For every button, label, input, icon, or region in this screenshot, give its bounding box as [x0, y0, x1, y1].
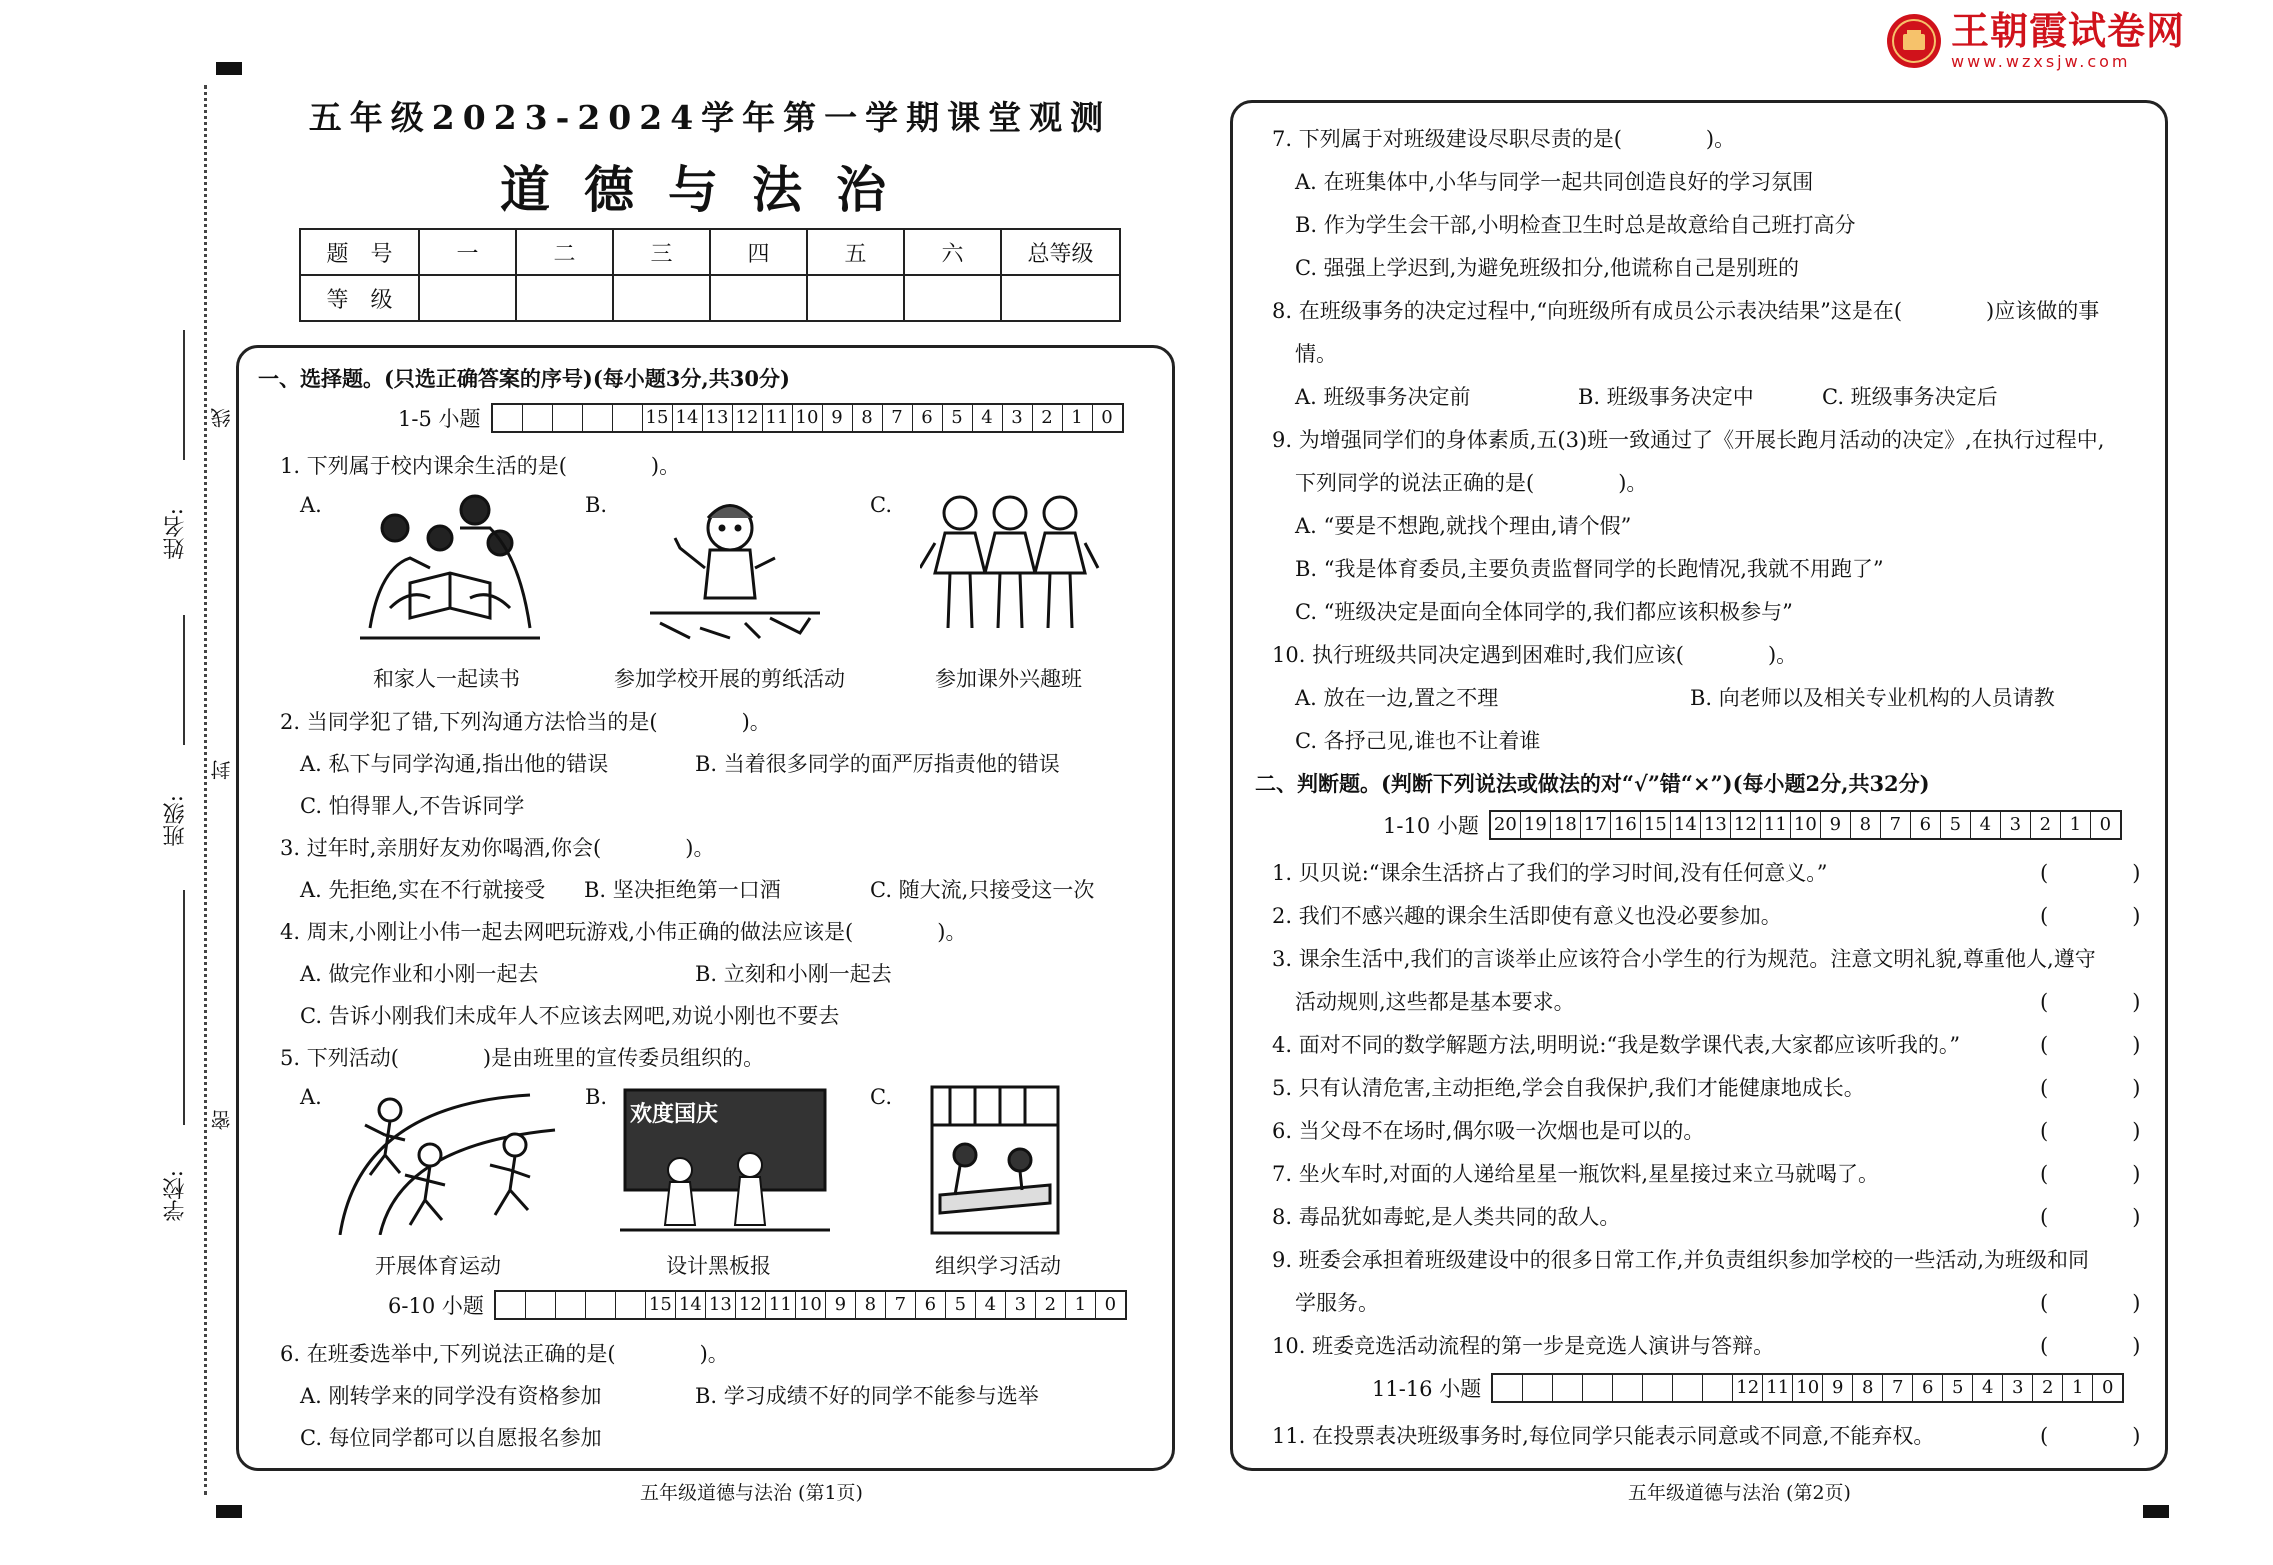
grade-cell[interactable]: 1: [1066, 1292, 1096, 1318]
grade-input-cell[interactable]: [710, 275, 807, 321]
binding-name-blank: [183, 330, 185, 460]
judge-10: 10. 班委竞选活动流程的第一步是竞选人演讲与答辩。: [1272, 1334, 1775, 1358]
blackboard-illustration: [620, 1085, 830, 1235]
score-header-cell: 四: [710, 229, 807, 275]
grade-cell[interactable]: 11: [1763, 1375, 1793, 1401]
grade-cell[interactable]: 10: [1793, 1375, 1823, 1401]
grade-cell[interactable]: 14: [1671, 812, 1701, 838]
grade-bar-j1-10: [1383, 810, 2122, 840]
question-5: 5. 下列活动( )是由班里的宣传委员组织的。: [280, 1046, 765, 1070]
grade-cell[interactable]: 6: [916, 1292, 946, 1318]
grade-cell[interactable]: 0: [1104, 1294, 1117, 1315]
question-7: 7. 下列属于对班级建设尽职尽责的是( )。: [1272, 127, 1736, 151]
seal-icon: [1885, 12, 1943, 70]
grade-cell[interactable]: 3: [1006, 1292, 1036, 1318]
q1-option-c-label: C.: [870, 493, 892, 517]
grade-cell-blank[interactable]: [1553, 1375, 1583, 1401]
grade-cell[interactable]: 10: [1791, 812, 1821, 838]
grade-input-cell[interactable]: [613, 275, 710, 321]
judge-3-line1: 3. 课余生活中,我们的言谈举止应该符合小学生的行为规范。注意文明礼貌,尊重他人,遵守: [1272, 947, 2096, 971]
score-header-cell: 三: [613, 229, 710, 275]
grade-cell-blank[interactable]: [553, 405, 583, 431]
q7-option-a[interactable]: A. 在班集体中,小华与同学一起共同创造良好的学习氛围: [1295, 170, 1814, 194]
question-2: 2. 当同学犯了错,下列沟通方法恰当的是( )。: [280, 710, 771, 734]
site-logo: [1885, 10, 2185, 71]
grade-cell[interactable]: 10: [796, 1292, 826, 1318]
q4-option-c[interactable]: C. 告诉小刚我们未成年人不应该去网吧,劝说小刚也不要去: [300, 1004, 840, 1028]
grade-bar-1-5: [398, 403, 1124, 433]
grade-cell[interactable]: 8: [856, 1292, 886, 1318]
paper-cutting-illustration: [650, 488, 820, 648]
q5-caption-b: 设计黑板报: [666, 1254, 771, 1278]
judge-4-answer[interactable]: ( ): [2040, 1033, 2141, 1057]
q5-caption-c: 组织学习活动: [935, 1254, 1061, 1278]
q1-caption-b: 参加学校开展的剪纸活动: [614, 667, 845, 691]
q7-option-c[interactable]: C. 强强上学迟到,为避免班级扣分,他谎称自己是别班的: [1295, 256, 1800, 280]
judge-1: 1. 贝贝说:“课余生活挤占了我们的学习时间,没有任何意义。”: [1272, 861, 1828, 885]
grade-bar-label: 6-10 小题: [388, 1294, 484, 1318]
grade-cell[interactable]: 7: [1881, 812, 1911, 838]
judge-11-answer[interactable]: ( ): [2040, 1424, 2141, 1448]
grade-cell-blank[interactable]: [1493, 1375, 1523, 1401]
grade-cell[interactable]: 5: [1943, 1375, 1973, 1401]
grade-cell-blank[interactable]: [1673, 1375, 1703, 1401]
grade-cell[interactable]: 8: [1853, 1375, 1883, 1401]
score-header-cell: 题 号: [300, 229, 419, 275]
grade-cell[interactable]: 15: [1641, 812, 1671, 838]
grade-cell-blank[interactable]: [1583, 1375, 1613, 1401]
q6-option-a[interactable]: A. 刚转学来的同学没有资格参加: [300, 1384, 602, 1408]
score-header-cell: 二: [516, 229, 613, 275]
score-header-cell: 一: [419, 229, 516, 275]
grade-cell-blank[interactable]: [613, 405, 643, 431]
score-header-cell: 总等级: [1001, 229, 1120, 275]
q3-option-b[interactable]: B. 坚决拒绝第一口酒: [584, 878, 781, 902]
judge-11: 11. 在投票表决班级事务时,每位同学只能表示同意或不同意,不能弃权。: [1272, 1424, 1935, 1448]
binding-class-blank: [183, 615, 185, 745]
grade-cell[interactable]: 2: [1036, 1292, 1066, 1318]
q6-option-c[interactable]: C. 每位同学都可以自愿报名参加: [300, 1426, 602, 1450]
grade-cell[interactable]: 4: [1971, 812, 2001, 838]
judge-5: 5. 只有认清危害,主动拒绝,学会自我保护,我们才能健康地成长。: [1272, 1076, 1865, 1100]
q2-option-b[interactable]: B. 当着很多同学的面严厉指责他的错误: [695, 752, 1060, 776]
q5-caption-a: 开展体育运动: [375, 1254, 501, 1278]
registration-mark: [216, 1505, 242, 1518]
q8-option-c[interactable]: C. 班级事务决定后: [1822, 385, 1998, 409]
judge-6: 6. 当父母不在场时,偶尔吸一次烟也是可以的。: [1272, 1119, 1705, 1143]
logo-url: www.wzxsjw.com: [1951, 52, 2131, 71]
q10-option-b[interactable]: B. 向老师以及相关专业机构的人员请教: [1690, 686, 2055, 710]
q2-option-a[interactable]: A. 私下与同学沟通,指出他的错误: [300, 752, 609, 776]
q1-option-a-label: A.: [300, 493, 322, 517]
grade-bar-cells: [491, 403, 1124, 433]
q8-option-a[interactable]: A. 班级事务决定前: [1295, 385, 1471, 409]
section2-heading: 二、判断题。(判断下列说法或做法的对“√”错“×”)(每小题2分,共32分): [1255, 771, 1930, 796]
grade-cell[interactable]: 0: [2101, 1377, 2114, 1398]
grade-cell[interactable]: 9: [823, 405, 853, 431]
grade-cell[interactable]: 11: [763, 405, 793, 431]
grade-cell-blank[interactable]: [616, 1292, 646, 1318]
grade-input-cell[interactable]: [1001, 275, 1120, 321]
grade-cell[interactable]: 9: [1823, 1375, 1853, 1401]
grade-cell[interactable]: 2: [1033, 405, 1063, 431]
judge-10-answer[interactable]: ( ): [2040, 1334, 2141, 1358]
grade-cell-blank[interactable]: [1643, 1375, 1673, 1401]
grade-cell[interactable]: 5: [943, 405, 973, 431]
grade-cell[interactable]: 8: [1851, 812, 1881, 838]
grade-cell-blank[interactable]: [526, 1292, 556, 1318]
judge-9-line1: 9. 班委会承担着班级建设中的很多日常工作,并负责组织参加学校的一些活动,为班级和同: [1272, 1248, 2090, 1272]
grade-cell[interactable]: 7: [886, 1292, 916, 1318]
grade-cell[interactable]: 5: [1941, 812, 1971, 838]
grade-cell-blank[interactable]: [1523, 1375, 1553, 1401]
judge-7: 7. 坐火车时,对面的人递给星星一瓶饮料,星星接过来立马就喝了。: [1272, 1162, 1880, 1186]
q9-option-a[interactable]: A. “要是不想跑,就找个理由,请个假”: [1295, 514, 1632, 538]
section1-heading: 一、选择题。(只选正确答案的序号)(每小题3分,共30分): [258, 366, 790, 391]
grade-cell[interactable]: 1: [2061, 812, 2091, 838]
family-reading-illustration: [350, 488, 550, 648]
question-8-line1: 8. 在班级事务的决定过程中,“向班级所有成员公示表决结果”这是在( )应该做的事: [1272, 299, 2100, 323]
grade-bar-j11-16: [1372, 1373, 2124, 1403]
grade-cell[interactable]: 7: [1883, 1375, 1913, 1401]
question-9-line1: 9. 为增强同学们的身体素质,五(3)班一致通过了《开展长跑月活动的决定》,在执行过程中,: [1272, 428, 2105, 452]
grade-cell[interactable]: 3: [2003, 1375, 2033, 1401]
q1-caption-a: 和家人一起读书: [373, 667, 520, 691]
grade-cell[interactable]: 4: [1973, 1375, 2003, 1401]
grade-input-cell[interactable]: [807, 275, 904, 321]
grade-input-cell[interactable]: [904, 275, 1001, 321]
grade-cell[interactable]: 4: [976, 1292, 1006, 1318]
grade-cell[interactable]: 14: [673, 405, 703, 431]
grade-cell[interactable]: 3: [2001, 812, 2031, 838]
logo-brand: 王朝霞试卷网: [1951, 9, 2186, 53]
judge-5-answer[interactable]: ( ): [2040, 1076, 2141, 1100]
binding-dotted-line: [204, 85, 207, 1495]
grade-cell[interactable]: 2: [2033, 1375, 2063, 1401]
q9-option-b[interactable]: B. “我是体育委员,主要负责监督同学的长跑情况,我就不用跑了”: [1295, 557, 1884, 581]
question-1: 1. 下列属于校内课余生活的是( )。: [280, 454, 681, 478]
grade-cell[interactable]: 8: [853, 405, 883, 431]
grade-cell[interactable]: 6: [1913, 1375, 1943, 1401]
q10-option-c[interactable]: C. 各抒己见,谁也不让着谁: [1295, 729, 1541, 753]
grade-cell[interactable]: 12: [1733, 1375, 1763, 1401]
grade-bar-cells: [1489, 810, 2122, 840]
judge-4: 4. 面对不同的数学解题方法,明明说:“我是数学课代表,大家都应该听我的。”: [1272, 1033, 1961, 1057]
judge-9-answer[interactable]: ( ): [2040, 1291, 2141, 1315]
grade-cell[interactable]: 9: [826, 1292, 856, 1318]
blackboard-text: 欢度国庆: [630, 1101, 719, 1127]
grade-cell[interactable]: 12: [736, 1292, 766, 1318]
grade-cell[interactable]: 2: [2031, 812, 2061, 838]
grade-cell[interactable]: 6: [1911, 812, 1941, 838]
q8-option-b[interactable]: B. 班级事务决定中: [1578, 385, 1754, 409]
q6-option-b[interactable]: B. 学习成绩不好的同学不能参与选举: [695, 1384, 1039, 1408]
grade-cell[interactable]: 13: [703, 405, 733, 431]
question-10: 10. 执行班级共同决定遇到困难时,我们应该( )。: [1272, 643, 1798, 667]
grade-cell-blank[interactable]: [583, 405, 613, 431]
judge-2: 2. 我们不感兴趣的课余生活即使有意义也没必要参加。: [1272, 904, 1782, 928]
grade-cell[interactable]: 1: [2063, 1375, 2093, 1401]
grade-cell[interactable]: 11: [766, 1292, 796, 1318]
grade-cell[interactable]: 17: [1581, 812, 1611, 838]
dance-class-illustration: [920, 488, 1100, 648]
grade-cell[interactable]: 6: [913, 405, 943, 431]
score-header-cell: 六: [904, 229, 1001, 275]
q4-option-a[interactable]: A. 做完作业和小刚一起去: [300, 962, 539, 986]
registration-mark: [2143, 1505, 2169, 1518]
grade-bar-cells: [1491, 1373, 2124, 1403]
grade-row-label: 等 级: [300, 275, 419, 321]
question-4: 4. 周末,小刚让小伟一起去网吧玩游戏,小伟正确的做法应该是( )。: [280, 920, 967, 944]
judge-8-answer[interactable]: ( ): [2040, 1205, 2141, 1229]
binding-name-label: 姓名:: [163, 508, 188, 560]
grade-cell[interactable]: 13: [1701, 812, 1731, 838]
grade-cell[interactable]: 15: [646, 1292, 676, 1318]
grade-cell-blank[interactable]: [496, 1292, 526, 1318]
grade-cell[interactable]: 4: [973, 405, 1003, 431]
question-3: 3. 过年时,亲朋好友劝你喝酒,你会( )。: [280, 836, 715, 860]
question-8-line2: 情。: [1295, 342, 1337, 366]
grade-cell[interactable]: 11: [1761, 812, 1791, 838]
exam-title: 五年级2023-2024学年第一学期课堂观测: [308, 98, 1112, 137]
judge-8: 8. 毒品犹如毒蛇,是人类共同的敌人。: [1272, 1205, 1621, 1229]
grade-cell-blank[interactable]: [1613, 1375, 1643, 1401]
grade-cell[interactable]: 12: [733, 405, 763, 431]
grade-cell[interactable]: 1: [1063, 405, 1093, 431]
judge-3-answer[interactable]: ( ): [2040, 990, 2141, 1014]
binding-feng: 封: [210, 760, 234, 780]
question-9-line2: 下列同学的说法正确的是( )。: [1295, 471, 1648, 495]
grade-cell-blank[interactable]: [1703, 1375, 1733, 1401]
score-table: [299, 228, 1121, 322]
grade-bar-label: 11-16 小题: [1372, 1377, 1482, 1401]
grade-cell-blank[interactable]: [523, 405, 553, 431]
grade-cell-blank[interactable]: [556, 1292, 586, 1318]
question-6: 6. 在班委选举中,下列说法正确的是( )。: [280, 1342, 729, 1366]
study-activity-illustration: [930, 1085, 1060, 1235]
binding-school-label: 学校:: [163, 1170, 188, 1222]
judge-3-line2: 活动规则,这些都是基本要求。: [1295, 990, 1575, 1014]
grade-cell[interactable]: 3: [1003, 405, 1033, 431]
grade-cell[interactable]: 12: [1731, 812, 1761, 838]
binding-school-blank: [183, 890, 185, 1125]
grade-cell[interactable]: 15: [643, 405, 673, 431]
q1-option-b-label: B.: [585, 493, 608, 517]
binding-xian: 线: [210, 408, 234, 428]
judge-9-line2: 学服务。: [1295, 1291, 1379, 1315]
judge-7-answer[interactable]: ( ): [2040, 1162, 2141, 1186]
binding-class-label: 班级:: [163, 795, 188, 847]
grade-bar-label: 1-10 小题: [1383, 814, 1479, 838]
judge-1-answer[interactable]: ( ): [2040, 861, 2141, 885]
q9-option-c[interactable]: C. “班级决定是面向全体同学的,我们都应该积极参与”: [1295, 600, 1793, 624]
page2-footer: 五年级道德与法治 (第2页): [1628, 1482, 1851, 1504]
q4-option-b[interactable]: B. 立刻和小刚一起去: [695, 962, 892, 986]
grade-bar-cells: [494, 1290, 1127, 1320]
grade-cell[interactable]: 0: [1101, 407, 1113, 428]
page1-footer: 五年级道德与法治 (第1页): [640, 1482, 863, 1504]
grade-input-cell[interactable]: [419, 275, 516, 321]
q5-option-b-label: B.: [585, 1085, 608, 1109]
judge-6-answer[interactable]: ( ): [2040, 1119, 2141, 1143]
judge-2-answer[interactable]: ( ): [2040, 904, 2141, 928]
grade-cell[interactable]: 10: [793, 405, 823, 431]
binding-mi: 密: [210, 1110, 234, 1130]
grade-cell[interactable]: 0: [2099, 814, 2112, 835]
grade-cell-blank[interactable]: [586, 1292, 616, 1318]
sports-illustration: [330, 1085, 560, 1235]
grade-cell-blank[interactable]: [493, 405, 523, 431]
grade-cell[interactable]: 14: [676, 1292, 706, 1318]
grade-cell[interactable]: 7: [883, 405, 913, 431]
q5-option-a-label: A.: [300, 1085, 322, 1109]
score-header-cell: 五: [807, 229, 904, 275]
grade-bar-6-10: [388, 1290, 1127, 1320]
grade-cell[interactable]: 5: [946, 1292, 976, 1318]
grade-input-cell[interactable]: [516, 275, 613, 321]
registration-mark: [216, 62, 242, 75]
q5-option-c-label: C.: [870, 1085, 892, 1109]
grade-cell[interactable]: 18: [1551, 812, 1581, 838]
grade-cell[interactable]: 20: [1491, 812, 1521, 838]
q1-caption-c: 参加课外兴趣班: [935, 667, 1082, 691]
q10-option-a[interactable]: A. 放在一边,置之不理: [1295, 686, 1499, 710]
grade-cell[interactable]: 16: [1611, 812, 1641, 838]
grade-cell[interactable]: 13: [706, 1292, 736, 1318]
subject-title: 道德与法治: [500, 160, 920, 219]
grade-cell[interactable]: 19: [1521, 812, 1551, 838]
q3-option-a[interactable]: A. 先拒绝,实在不行就接受: [300, 878, 546, 902]
q2-option-c[interactable]: C. 怕得罪人,不告诉同学: [300, 794, 525, 818]
q3-option-c[interactable]: C. 随大流,只接受这一次: [870, 878, 1095, 902]
grade-bar-label: 1-5 小题: [398, 407, 481, 431]
q7-option-b[interactable]: B. 作为学生会干部,小明检查卫生时总是故意给自己班打高分: [1295, 213, 1856, 237]
grade-cell[interactable]: 9: [1821, 812, 1851, 838]
